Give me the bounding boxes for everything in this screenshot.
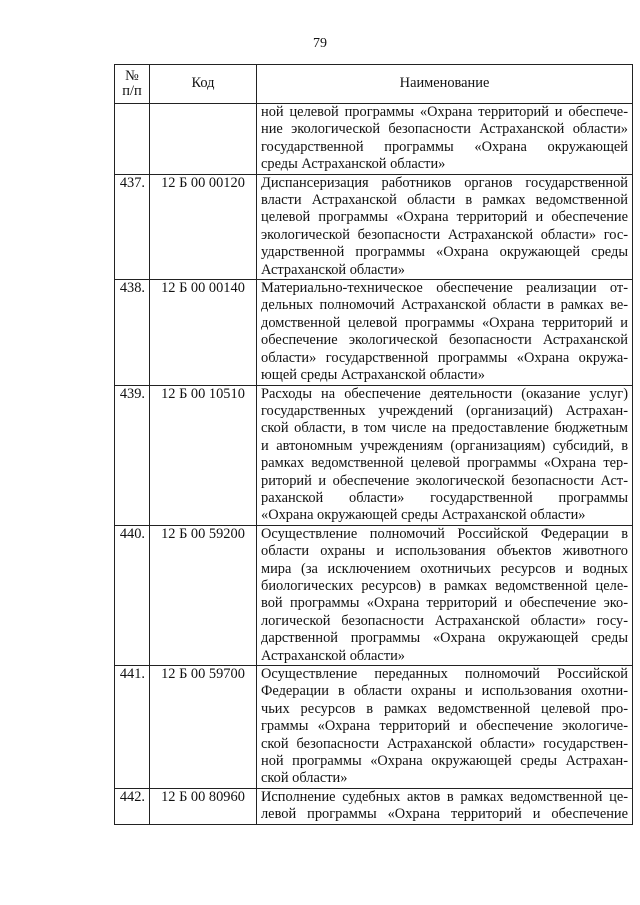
row-code: 12 Б 00 10510 — [150, 385, 257, 525]
row-number: 441. — [115, 666, 150, 789]
row-name — [257, 788, 633, 824]
name-line: Федерации в области охраны и использования охотни- — [261, 683, 628, 700]
name-line: Астраханской области» — [261, 261, 406, 278]
row-name — [257, 104, 633, 175]
name-line: ской области» — [261, 770, 348, 787]
row-number — [115, 104, 150, 175]
name-line: «Охрана окружающей среды Астраханской области» — [261, 507, 586, 524]
name-line: ной программы «Охрана окружающей среды Астрахан- — [261, 753, 628, 770]
row-code — [150, 104, 257, 175]
header-num-label: № п/п — [122, 68, 142, 99]
name-line: логической безопасности Астраханской области» госу- — [261, 612, 628, 629]
row-name — [257, 174, 633, 279]
name-line: и автономным учреждениям (организациям) субсидий, в — [261, 437, 628, 454]
name-line: мира (за исключением охотничьих ресурсов и водных — [261, 560, 628, 577]
name-line: риторий и обеспечение экологической безопасности Аст- — [261, 472, 628, 489]
name-line: дельных полномочий Астраханской области в рамках ве- — [261, 297, 628, 314]
name-line: Расходы на обеспечение деятельности (оказание услуг) — [261, 385, 628, 402]
table-row — [115, 104, 633, 175]
name-line: государственной программы «Охрана окружающей — [261, 138, 628, 155]
row-number: 440. — [115, 525, 150, 665]
name-line: власти Астраханской области в рамках ведомственной — [261, 192, 628, 209]
row-number: 437. — [115, 174, 150, 279]
header-name: Наименование — [257, 65, 633, 104]
row-name — [257, 666, 633, 789]
name-line: области охраны и использования объектов животного — [261, 543, 628, 560]
page-number: 79 — [313, 36, 327, 51]
name-line: дарственной программы «Охрана окружающей среды — [261, 630, 628, 647]
name-line: домственной целевой программы «Охрана территорий и — [261, 314, 628, 331]
name-line: целевой программы «Охрана территорий и обеспечение — [261, 209, 628, 226]
row-code: 12 Б 00 80960 — [150, 788, 257, 824]
name-line: ской области, в том числе на предоставление бюджетным — [261, 420, 628, 437]
row-code: 12 Б 00 00120 — [150, 174, 257, 279]
table-row — [115, 280, 633, 385]
name-line: среды Астраханской области» — [261, 156, 446, 173]
name-line: ной целевой программы «Охрана территорий и обеспече- — [261, 104, 628, 120]
row-number: 438. — [115, 280, 150, 385]
name-line: рамках ведомственной целевой программы «Охрана тер- — [261, 455, 628, 472]
table-header-row — [115, 65, 633, 104]
name-line: ской безопасности Астраханской области» государствен- — [261, 735, 628, 752]
name-line: Материально-техническое обеспечение реализации от- — [261, 280, 628, 297]
name-line: Осуществление полномочий Российской Федерации в — [261, 525, 628, 542]
name-line: ударственной программы «Охрана окружающей среды — [261, 244, 628, 261]
name-line: чьих ресурсов в рамках ведомственной целевой про- — [261, 700, 628, 717]
name-line: Исполнение судебных актов в рамках ведомственной це- — [261, 788, 628, 805]
name-line: раханской области» государственной программы — [261, 489, 628, 506]
row-code: 12 Б 00 59200 — [150, 525, 257, 665]
row-number: 439. — [115, 385, 150, 525]
header-num — [115, 65, 150, 104]
row-code: 12 Б 00 00140 — [150, 280, 257, 385]
row-code: 12 Б 00 59700 — [150, 666, 257, 789]
name-line: Диспансеризация работников органов государственной — [261, 174, 628, 191]
row-number: 442. — [115, 788, 150, 824]
table-row — [115, 174, 633, 279]
header-code: Код — [150, 65, 257, 104]
row-name — [257, 525, 633, 665]
table-row — [115, 525, 633, 665]
name-line: экологической безопасности Астраханской области» гос- — [261, 226, 628, 243]
row-name — [257, 385, 633, 525]
name-line: ние экологической безопасности Астраханской области» — [261, 121, 628, 138]
table-row — [115, 385, 633, 525]
table-row — [115, 666, 633, 789]
name-line: биологических ресурсов) в рамках ведомственной целе- — [261, 577, 628, 594]
name-line: Астраханской области» — [261, 647, 406, 664]
name-line: ющей среды Астраханской области» — [261, 367, 485, 384]
name-line: государственных учреждений (организаций) Астрахан- — [261, 402, 628, 419]
row-name — [257, 280, 633, 385]
name-line: Осуществление переданных полномочий Российской — [261, 666, 628, 682]
name-line: обеспечение экологической безопасности Астраханской — [261, 332, 628, 349]
name-line: области» государственной программы «Охрана окружа- — [261, 349, 628, 366]
name-line: вой программы «Охрана территорий и обеспечение эко- — [261, 595, 628, 612]
name-line: граммы «Охрана территорий и обеспечение экологиче- — [261, 718, 628, 735]
name-line: левой программы «Охрана территорий и обеспечение — [261, 806, 628, 823]
codes-table — [114, 64, 633, 825]
table-row — [115, 788, 633, 824]
